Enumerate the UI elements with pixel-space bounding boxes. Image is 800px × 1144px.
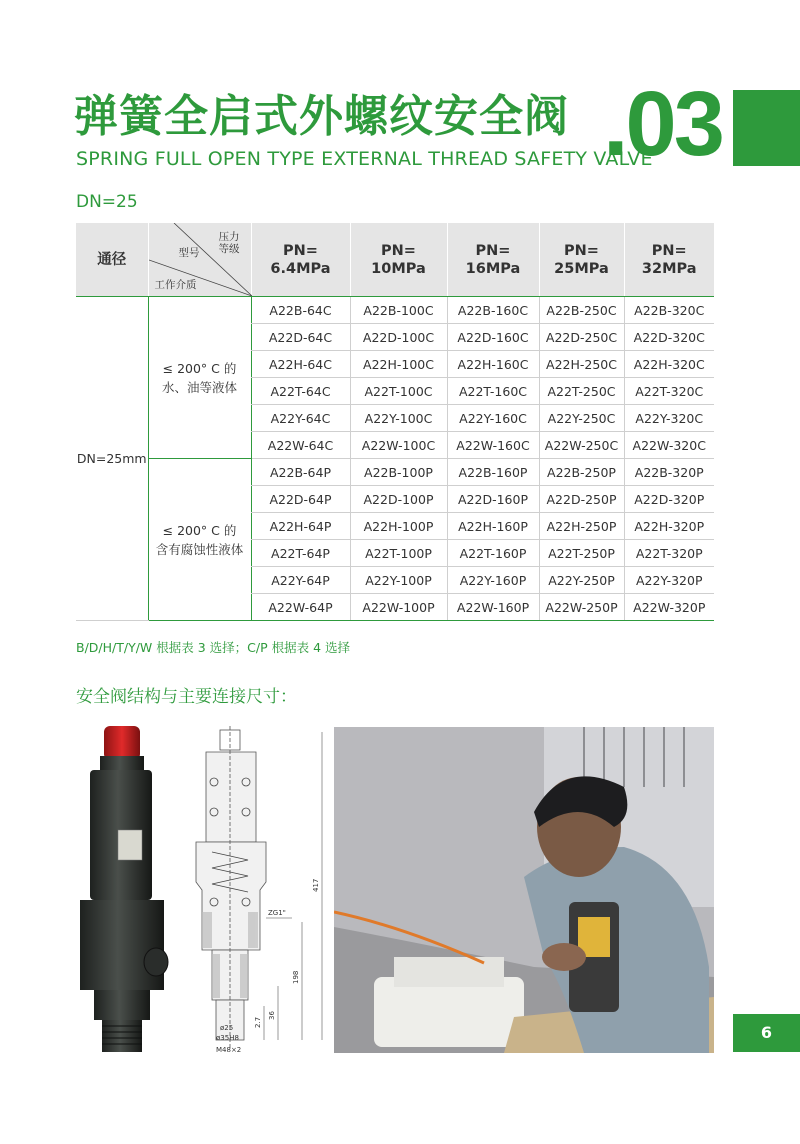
model-cell: A22H-100C [350, 351, 447, 378]
model-cell: A22Y-64C [251, 405, 350, 432]
header-pn-3: PN= 25MPa [539, 223, 624, 297]
model-cell: A22Y-160C [447, 405, 539, 432]
inspection-photo [334, 727, 714, 1053]
model-cell: A22T-160P [447, 540, 539, 567]
model-cell: A22W-160P [447, 594, 539, 621]
valve-red-cap [104, 726, 140, 760]
model-cell: A22T-64C [251, 378, 350, 405]
model-cell: A22W-160C [447, 432, 539, 459]
model-cell: A22B-250C [539, 297, 624, 324]
model-cell: A22Y-320P [624, 567, 714, 594]
dim-2-7: 2.7 [254, 1016, 262, 1028]
model-cell: A22T-320C [624, 378, 714, 405]
model-cell: A22T-64P [251, 540, 350, 567]
diag-medium: 工作介质 [154, 279, 197, 291]
header-pn-1: PN= 10MPa [350, 223, 447, 297]
nameplate [118, 830, 142, 860]
model-cell: A22B-64C [251, 297, 350, 324]
model-cell: A22H-64P [251, 513, 350, 540]
model-cell: A22Y-160P [447, 567, 539, 594]
model-cell: A22D-100P [350, 486, 447, 513]
table-row [76, 297, 714, 324]
header-pn-0: PN= 6.4MPa [251, 223, 350, 297]
header-accent-block [733, 90, 800, 166]
model-cell: A22B-64P [251, 459, 350, 486]
model-cell: A22H-250P [539, 513, 624, 540]
model-cell: A22D-320P [624, 486, 714, 513]
valve-section-drawing [182, 722, 330, 1057]
page-number: 6 [733, 1014, 800, 1052]
model-cell: A22W-100C [350, 432, 447, 459]
model-cell: A22Y-250C [539, 405, 624, 432]
dim-lower-height: 198 [292, 970, 300, 984]
dim-thread: ZG1" [268, 909, 286, 917]
title-english: SPRING FULL OPEN TYPE EXTERNAL THREAD SAFETY VALVE [76, 148, 653, 170]
side-port [144, 948, 168, 976]
dim-bore: ø25 [220, 1024, 234, 1032]
model-cell: A22B-100P [350, 459, 447, 486]
model-cell: A22D-64C [251, 324, 350, 351]
diameter-cell: DN=25mm [76, 297, 148, 621]
model-cell: A22Y-250P [539, 567, 624, 594]
model-cell: A22Y-64P [251, 567, 350, 594]
header-pn-4: PN= 32MPa [624, 223, 714, 297]
model-cell: A22T-250P [539, 540, 624, 567]
model-cell: A22H-320C [624, 351, 714, 378]
model-cell: A22T-100P [350, 540, 447, 567]
section-number: .03 [603, 73, 722, 175]
model-cell: A22Y-100C [350, 405, 447, 432]
model-cell: A22B-320C [624, 297, 714, 324]
model-cell: A22D-250P [539, 486, 624, 513]
model-cell: A22H-160P [447, 513, 539, 540]
header-diagonal-cell [148, 223, 251, 297]
valve-thread [102, 1020, 142, 1052]
title-chinese: 弹簧全启式外螺纹安全阀 [74, 91, 569, 142]
printer [374, 977, 524, 1047]
model-cell: A22H-64C [251, 351, 350, 378]
model-cell: A22Y-320C [624, 405, 714, 432]
model-cell: A22W-320C [624, 432, 714, 459]
diag-model: 型号 [178, 247, 200, 259]
model-cell: A22D-250C [539, 324, 624, 351]
model-cell: A22D-320C [624, 324, 714, 351]
model-cell: A22W-64C [251, 432, 350, 459]
model-cell: A22T-160C [447, 378, 539, 405]
dim-total-height: 417 [312, 878, 320, 892]
model-cell: A22W-320P [624, 594, 714, 621]
dn-label: DN=25 [76, 192, 138, 212]
model-cell: A22T-250C [539, 378, 624, 405]
model-cell: A22W-250P [539, 594, 624, 621]
model-cell: A22H-160C [447, 351, 539, 378]
spec-table [76, 223, 714, 621]
structure-title: 安全阀结构与主要连接尺寸： [76, 687, 297, 707]
header-diameter: 通径 [76, 223, 148, 297]
model-cell: A22H-250C [539, 351, 624, 378]
dim-36: 36 [268, 1011, 276, 1020]
header-pn-2: PN= 16MPa [447, 223, 539, 297]
model-cell: A22T-320P [624, 540, 714, 567]
model-cell: A22W-250C [539, 432, 624, 459]
model-cell: A22Y-100P [350, 567, 447, 594]
model-cell: A22D-160P [447, 486, 539, 513]
dim-bottom-thread: M48×2 [216, 1046, 242, 1054]
model-cell: A22B-160P [447, 459, 539, 486]
dim-outer: ø35H8 [216, 1034, 239, 1042]
table-header-row [76, 223, 714, 297]
model-cell: A22D-160C [447, 324, 539, 351]
model-cell: A22D-100C [350, 324, 447, 351]
diag-pressure: 压力 等级 [218, 231, 240, 255]
valve-photo [70, 722, 180, 1057]
selection-note: B/D/H/T/Y/W 根据表 3 选择；C/P 根据表 4 选择 [76, 640, 351, 655]
model-cell: A22B-320P [624, 459, 714, 486]
model-cell: A22H-320P [624, 513, 714, 540]
model-cell: A22H-100P [350, 513, 447, 540]
medium-cell: ≤ 200° C 的 含有腐蚀性液体 [148, 459, 251, 621]
model-cell: A22W-64P [251, 594, 350, 621]
medium-cell: ≤ 200° C 的 水、油等液体 [148, 297, 251, 459]
model-cell: A22B-250P [539, 459, 624, 486]
model-cell: A22B-100C [350, 297, 447, 324]
model-cell: A22T-100C [350, 378, 447, 405]
model-cell: A22W-100P [350, 594, 447, 621]
table-row [76, 459, 714, 486]
model-cell: A22D-64P [251, 486, 350, 513]
model-cell: A22B-160C [447, 297, 539, 324]
